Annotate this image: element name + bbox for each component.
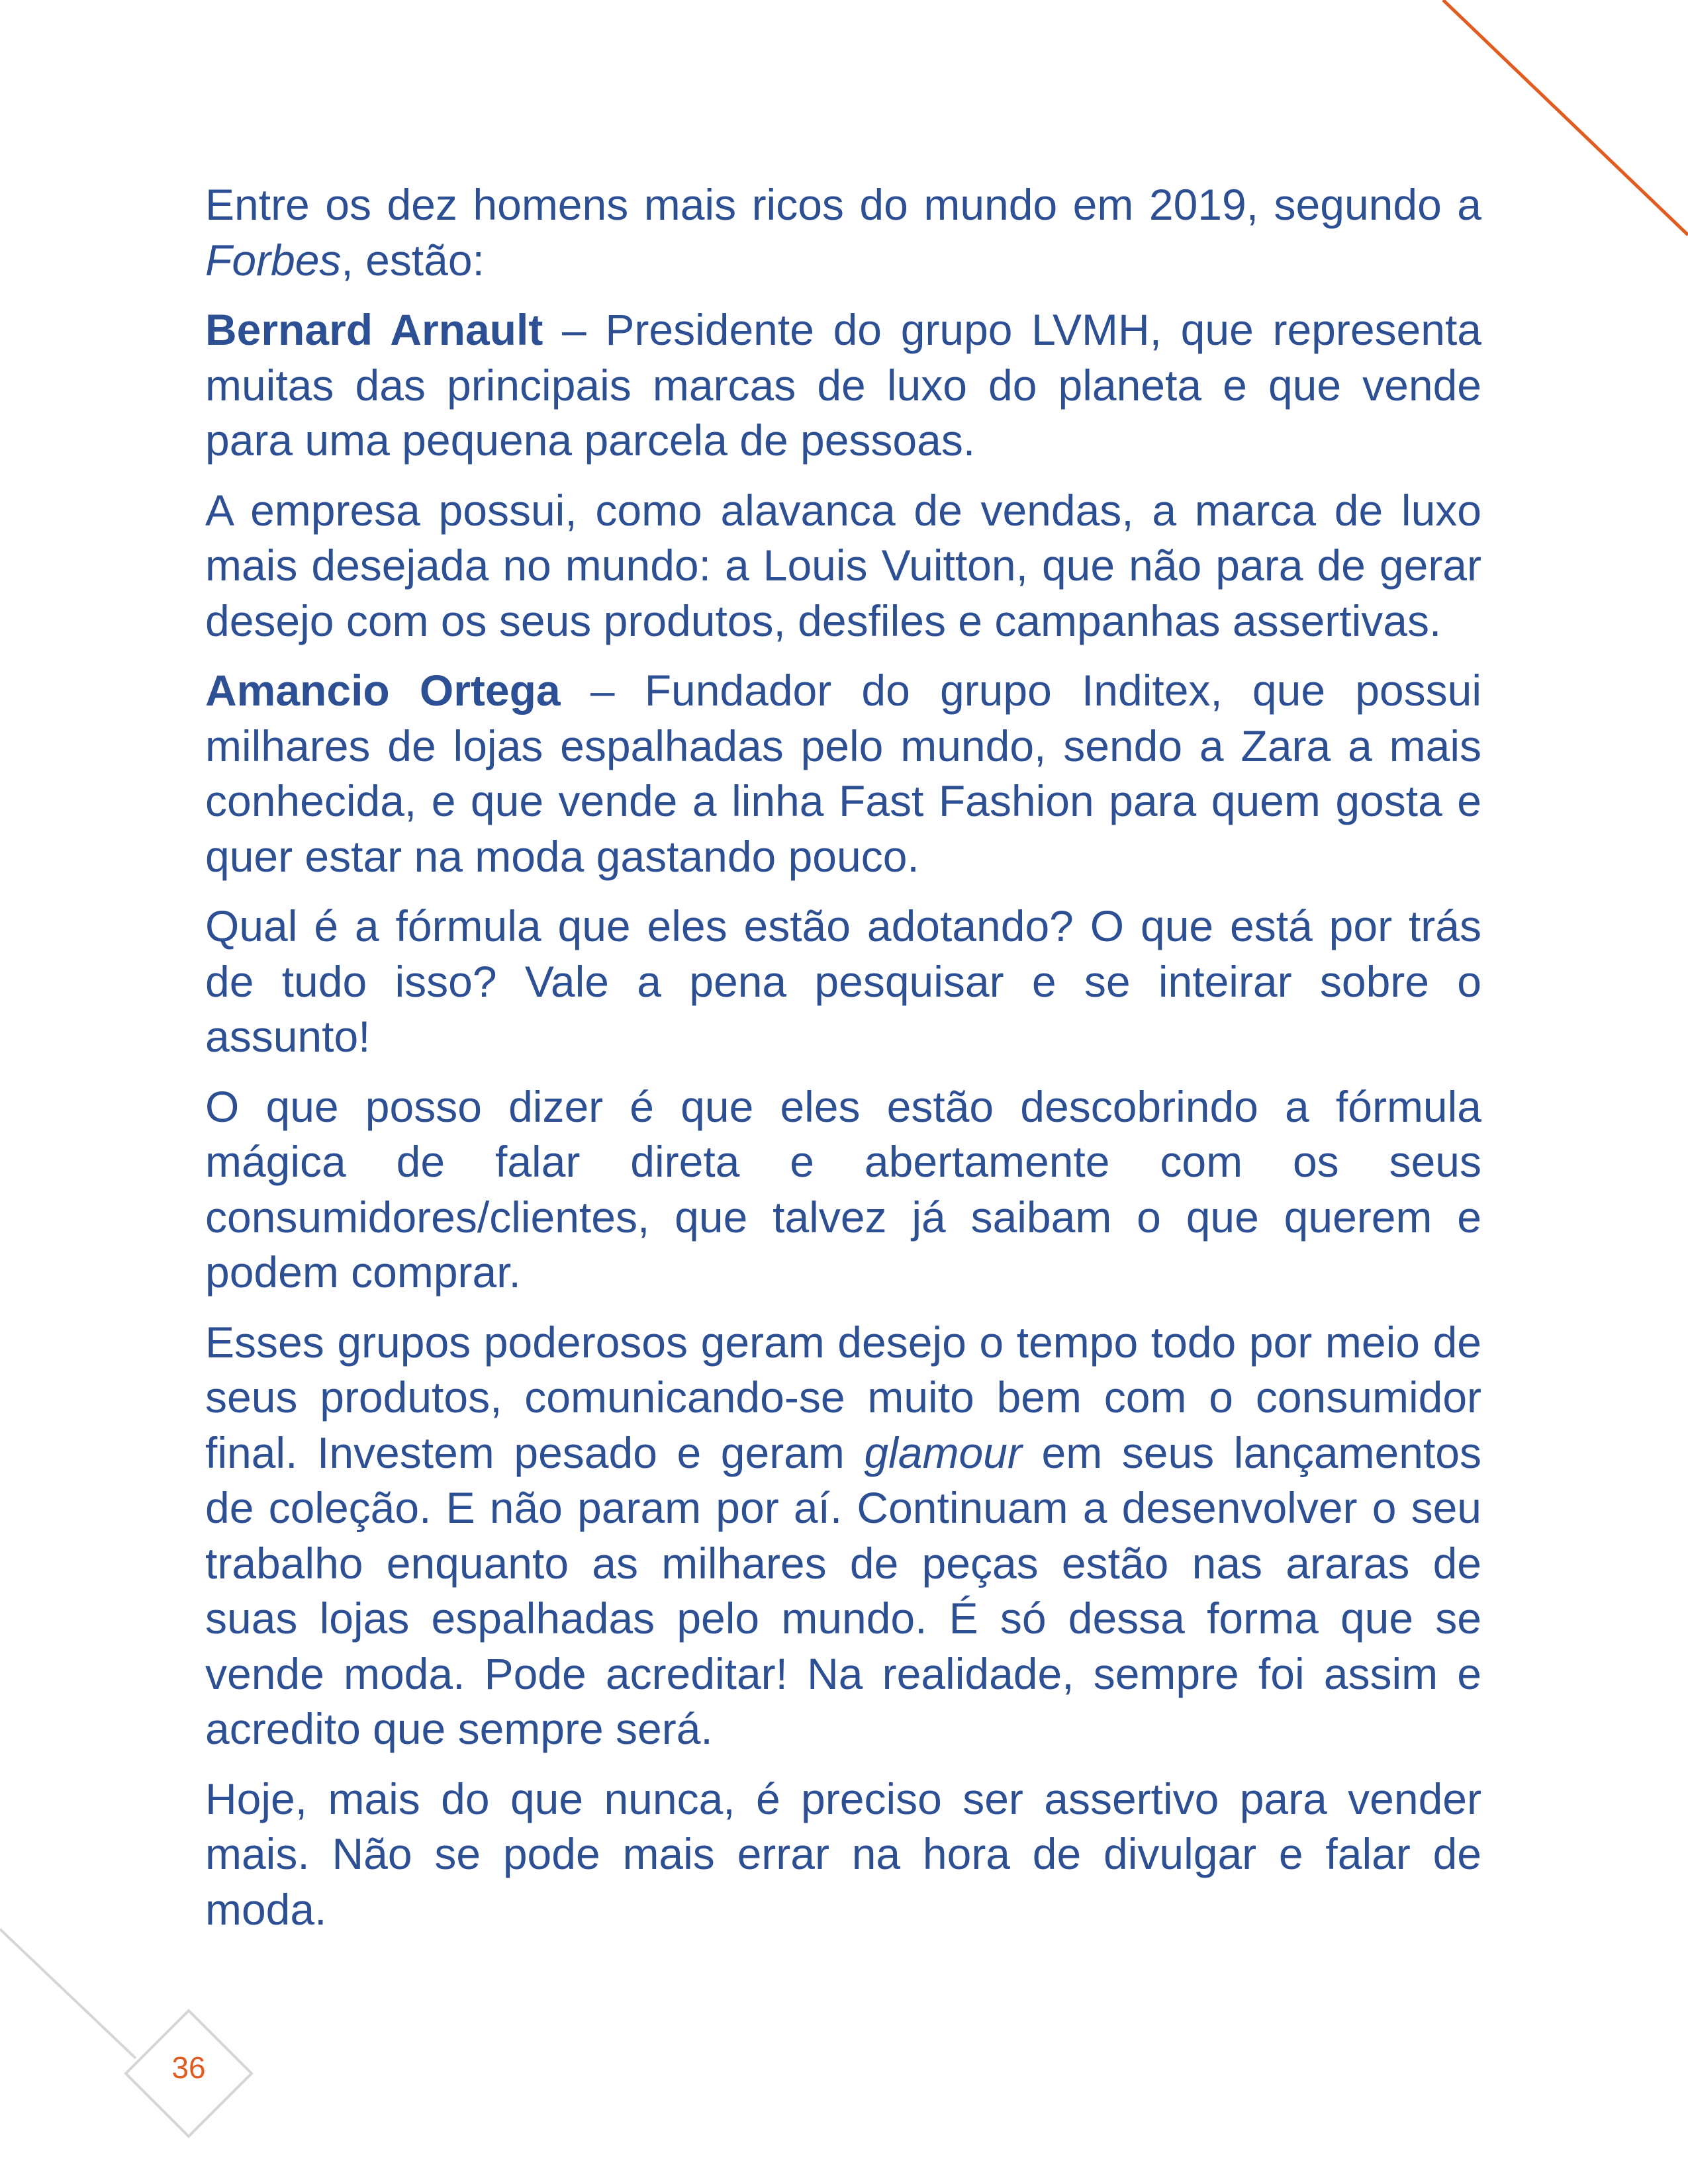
paragraph-powerful-groups	[205, 1315, 1481, 1757]
powerful-groups-text-start: Esses grupos poderosos geram desejo o tempo todo por meio de seus produtos, comunicando-se muito bem com o consumidor final. Investem pesado e geram	[205, 1317, 1481, 1477]
powerful-groups-text-end: em seus lançamentos de coleção. E não param por aí. Continuam a desenvolver o seu trabalho enquanto as milhares de peças estão nas araras de suas lojas espalhadas pelo mundo. É só dessa forma que se vende moda. Pode acreditar! Na realidade, sempre foi assim e acredito que sempre será.	[205, 1428, 1481, 1753]
name-bernard-arnault: Bernard Arnault	[205, 305, 543, 354]
paragraph-conclusion	[205, 1772, 1481, 1938]
body-text	[205, 177, 1481, 1952]
paragraph-louis-vuitton	[205, 483, 1481, 649]
paragraph-bernard-arnault	[205, 302, 1481, 469]
page-number: 36	[171, 2050, 206, 2085]
magic-formula-text: O que posso dizer é que eles estão descobrindo a fórmula mágica de falar direta e abertamente com os seus consumidores/clientes, que talvez já saibam o que querem e podem comprar.	[205, 1081, 1481, 1297]
intro-text-start: Entre os dez homens mais ricos do mundo em 2019, segundo a	[205, 180, 1481, 229]
conclusion-text: Hoje, mais do que nunca, é preciso ser assertivo para vender mais. Não se pode mais errar na hora de divulgar e falar de moda.	[205, 1774, 1481, 1934]
paragraph-magic-formula	[205, 1079, 1481, 1300]
intro-italic: Forbes	[205, 235, 342, 285]
corner-frame-line	[0, 1929, 136, 2058]
name-amancio-ortega: Amancio Ortega	[205, 666, 561, 715]
louis-vuitton-text: A empresa possui, como alavanca de vendas, a marca de luxo mais desejada no mundo: a Louis Vuitton, que não para de gerar desejo com os seus produtos, desfiles e campanhas assertivas.	[205, 485, 1481, 645]
paragraph-formula-question	[205, 899, 1481, 1065]
paragraph-intro	[205, 177, 1481, 288]
amancio-ortega-text: – Fundador do grupo Inditex, que possui milhares de lojas espalhadas pelo mundo, sendo a Zara a mais conhecida, e que vende a linha Fast Fashion para quem gosta e quer estar na moda gastando pouco.	[205, 666, 1481, 881]
paragraph-amancio-ortega	[205, 663, 1481, 884]
powerful-groups-italic: glamour	[864, 1428, 1022, 1477]
intro-text-end: , estão:	[341, 235, 485, 285]
bernard-arnault-text: – Presidente do grupo LVMH, que representa muitas das principais marcas de luxo do planeta e que vende para uma pequena parcela de pessoas.	[205, 305, 1481, 465]
formula-question-text: Qual é a fórmula que eles estão adotando? O que está por trás de tudo isso? Vale a pena pesquisar e se inteirar sobre o assunto!	[205, 901, 1481, 1061]
